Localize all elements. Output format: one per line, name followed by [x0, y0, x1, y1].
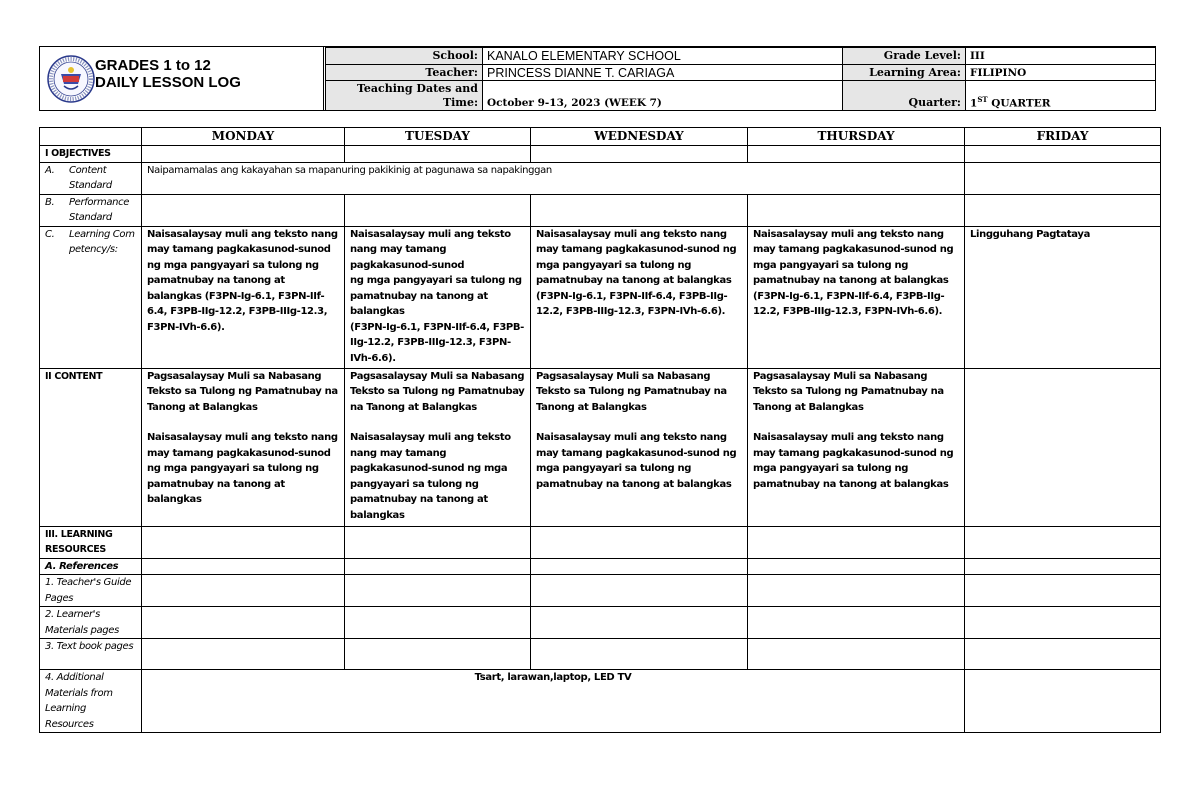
cell [965, 146, 1161, 163]
quarter-number: 1 [970, 97, 978, 109]
teaching-dates-label [326, 81, 483, 111]
cell [142, 146, 345, 163]
content-monday-title: Pagsasalaysay Muli sa Nabasang Teksto sa Tulong ng Pamatnubay na Tanong at Balangkas [147, 370, 338, 413]
content-thursday-body: Naisasalaysay muli ang teksto nang may tamang pagkakasunod-sunod ng mga pangyayari sa tulong ng pamatnubay na tanong at balangkas [753, 432, 954, 490]
cell [345, 639, 531, 670]
learning-resources-label: III. LEARNING RESOURCES [40, 526, 142, 558]
content-tuesday-title: Pagsasalaysay Muli sa Nabasang Teksto sa Tulong ng Pamatnubay na Tanong at Balangkas [350, 370, 525, 413]
school-label: School: [326, 48, 483, 65]
content-standard-text: Content Standard [69, 164, 112, 191]
teaching-dates-label-line1: Teaching Dates and [356, 82, 478, 95]
cell [345, 146, 531, 163]
learning-competency-text: Learning Competency/s: [69, 228, 135, 255]
performance-standard-text: Performance Standard [69, 196, 130, 223]
cell [748, 526, 965, 558]
cell [345, 526, 531, 558]
cell [748, 146, 965, 163]
cell [142, 194, 345, 226]
content-standard-label [40, 162, 142, 194]
day-header-thursday: THURSDAY [748, 128, 965, 146]
competency-tuesday-p3: (F3PN-Ig-6.1, F3PN-IIf-6.4, F3PB-IIg-12.2, F3PB-IIIg-12.3, F3PN-IVh-6.6). [350, 321, 524, 364]
cell [531, 194, 748, 226]
cell [142, 575, 345, 607]
cell [345, 575, 531, 607]
cell [748, 639, 965, 670]
competency-wednesday: Naisasalaysay muli ang teksto nang may tamang pagkakasunod-sunod ng mga pangyayari sa tulong ng pamatnubay na tanong at balangkas (F3PN-Ig-6.1, F3PN-IIf-6.4, F3PB-IIg-12.2, F3PB-IIIg-12.3, F3PN-IVh-6.6). [531, 226, 748, 368]
quarter-word: QUARTER [987, 97, 1051, 109]
cell [748, 194, 965, 226]
cell [748, 558, 965, 575]
cell [965, 162, 1161, 194]
cell [345, 194, 531, 226]
cell [748, 607, 965, 639]
learners-materials-label: 2. Learner's Materials pages [40, 607, 142, 639]
competency-thursday: Naisasalaysay muli ang teksto nang may tamang pagkakasunod-sunod ng mga pangyayari sa tulong ng pamatnubay na tanong at balangkas (F3PN-Ig-6.1, F3PN-IIf-6.4, F3PB-IIg-12.2, F3PB-IIIg-12.3, F3PN-IVh-6.6). [748, 226, 965, 368]
cell [965, 526, 1161, 558]
quarter-suffix: ST [977, 94, 988, 104]
references-label: A. References [40, 558, 142, 575]
content-monday-body: Naisasalaysay muli ang teksto nang may tamang pagkakasunod-sunod ng mga pangyayari sa tulong ng pamatnubay na tanong at balangkas [147, 432, 338, 505]
cell [345, 607, 531, 639]
cell [142, 639, 345, 670]
performance-standard-label [40, 194, 142, 226]
competency-tuesday-p1: Naisasalaysay muli ang teksto nang may tamang pagkakasunod-sunod [350, 228, 511, 271]
header-title-line2: DAILY LESSON LOG [95, 74, 241, 91]
cell [965, 558, 1161, 575]
content-tuesday [345, 368, 531, 526]
cell [965, 670, 1161, 733]
content-monday [142, 368, 345, 526]
quarter-value [966, 81, 1156, 111]
deped-seal-icon [47, 55, 95, 103]
quarter-label: Quarter: [843, 81, 966, 111]
cell [965, 607, 1161, 639]
grade-level-label: Grade Level: [843, 48, 966, 65]
content-label: II CONTENT [40, 368, 142, 526]
learning-area-value: FILIPINO [966, 65, 1156, 81]
teachers-guide-label: 1. Teacher's Guide Pages [40, 575, 142, 607]
content-wednesday [531, 368, 748, 526]
cell [965, 639, 1161, 670]
grade-level-value: III [966, 48, 1156, 65]
cell [531, 146, 748, 163]
content-tuesday-body: Naisasalaysay muli ang teksto nang may tamang pagkakasunod-sunod ng mga pangyayari sa tulong ng pamatnubay na tanong at balangkas [350, 432, 511, 521]
lesson-log-header [39, 46, 1156, 111]
cell [142, 526, 345, 558]
header-title-block [40, 47, 324, 110]
lesson-table [39, 127, 1160, 733]
header-title [95, 57, 241, 91]
competency-monday: Naisasalaysay muli ang teksto nang may tamang pagkakasunod-sunod ng mga pangyayari sa tulong ng pamatnubay na tanong at balangkas (F3PN-Ig-6.1, F3PN-IIf-6.4, F3PB-IIg-12.2, F3PB-IIIg-12.3, F3PN-IVh-6.6). [142, 226, 345, 368]
content-thursday-title: Pagsasalaysay Muli sa Nabasang Teksto sa Tulong ng Pamatnubay na Tanong at Balangkas [753, 370, 944, 413]
cell [531, 558, 748, 575]
content-thursday [748, 368, 965, 526]
content-wednesday-title: Pagsasalaysay Muli sa Nabasang Teksto sa Tulong ng Pamatnubay na Tanong at Balangkas [536, 370, 727, 413]
cell [965, 194, 1161, 226]
day-header-wednesday: WEDNESDAY [531, 128, 748, 146]
cell [345, 558, 531, 575]
header-info-grid [325, 47, 1155, 110]
day-header-monday: MONDAY [142, 128, 345, 146]
objectives-label: I OBJECTIVES [40, 146, 142, 163]
content-standard-index: A. [45, 164, 55, 176]
cell [531, 607, 748, 639]
performance-standard-index: B. [45, 196, 55, 208]
teacher-label: Teacher: [326, 65, 483, 81]
cell [748, 575, 965, 607]
header-title-line1: GRADES 1 to 12 [95, 57, 211, 74]
cell [965, 575, 1161, 607]
competency-tuesday [345, 226, 531, 368]
content-wednesday-body: Naisasalaysay muli ang teksto nang may tamang pagkakasunod-sunod ng mga pangyayari sa tulong ng pamatnubay na tanong at balangkas [536, 432, 737, 490]
cell [142, 607, 345, 639]
day-header-tuesday: TUESDAY [345, 128, 531, 146]
content-standard-value: Naipamamalas ang kakayahan sa mapanuring pakikinig at pagunawa sa napakinggan [142, 162, 965, 194]
additional-materials-label: 4. Additional Materials from Learning Resources [40, 670, 142, 733]
cell [965, 368, 1161, 526]
learning-competency-index: C. [45, 228, 55, 240]
teacher-value: PRINCESS DIANNE T. CARIAGA [483, 65, 843, 81]
cell [142, 558, 345, 575]
competency-tuesday-p2: ng mga pangyayari sa tulong ng pamatnubay na tanong at balangkas [350, 275, 522, 317]
learning-area-label: Learning Area: [843, 65, 966, 81]
teaching-dates-value: October 9-13, 2023 (WEEK 7) [483, 81, 843, 111]
competency-friday: Lingguhang Pagtataya [965, 226, 1161, 368]
teaching-dates-label-line2: Time: [442, 96, 478, 109]
cell [531, 639, 748, 670]
corner-cell [40, 128, 142, 146]
learning-competency-label [40, 226, 142, 368]
day-header-friday: FRIDAY [965, 128, 1161, 146]
textbook-pages-label: 3. Text book pages [40, 639, 142, 670]
cell [531, 526, 748, 558]
additional-materials-value: Tsart, larawan,laptop, LED TV [142, 670, 965, 733]
cell [531, 575, 748, 607]
school-value: KANALO ELEMENTARY SCHOOL [483, 48, 843, 65]
